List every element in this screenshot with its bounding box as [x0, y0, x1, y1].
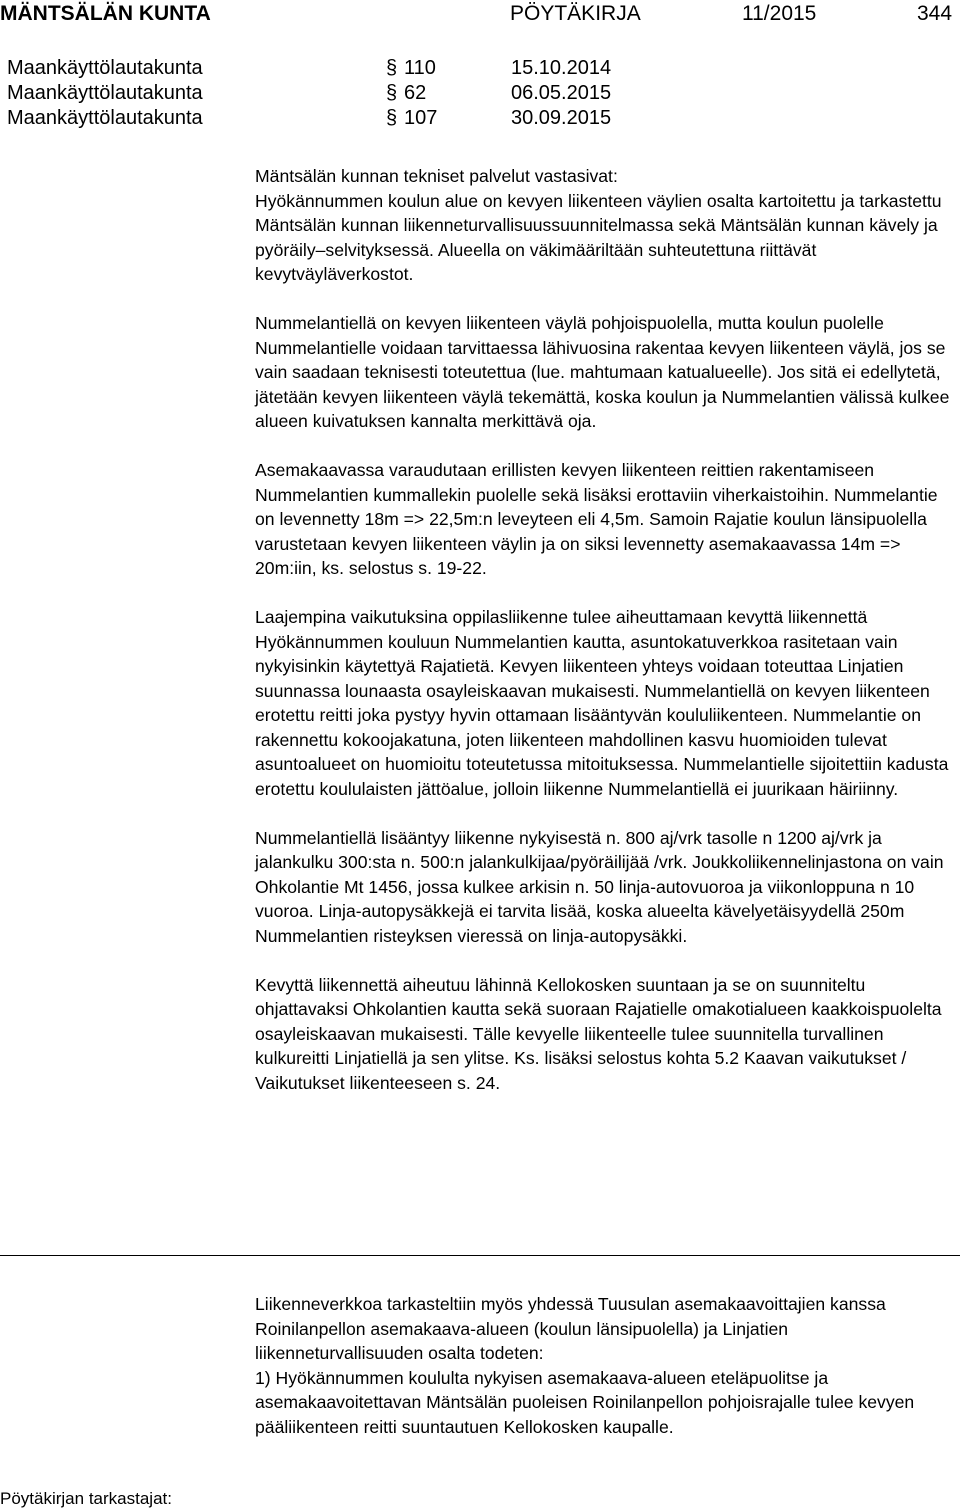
body-paragraph: Nummelantiellä lisääntyy liikenne nykyisestä n. 800 aj/vrk tasolle n 1200 aj/vrk ja jalankulku 300:sta n. 500:n jalankulkijaa/pyöräilijää /vrk. Joukkoliikennelinjastona on vain Ohkolantie Mt 1456, jossa kulkee arkisin n. 50 linja-autovuoroa ja viikonloppuna n 10 vuoroa. Linja-autopysäkkejä ei tarvita lisää, koska alueelta kävelyetäisyydellä 250m Nummelantien risteyksen vieressä on linja-autopysäkki.	[255, 827, 944, 946]
meeting-body: Maankäyttölautakunta	[7, 82, 203, 104]
meeting-row	[0, 56, 700, 81]
meeting-date: 06.05.2015	[511, 82, 612, 104]
body-paragraph: Liikenneverkkoa tarkasteltiin myös yhdessä Tuusulan asemakaavoittajien kanssa Roinilanpellon asemakaava-alueen (koulun länsipuolella) ja Linjatien liikenneturvallisuuden osalta todeten: 1) Hyökännummen koululta nykyisen asemakaava-alueen eteläpuolitse ja asemakaavoitettavan Mäntsälän puoleisen Roinilanpellon pohjoisrajalle tulee kevyen pääliikenteen reitti suuntautuen Kellokosken kaupalle.	[255, 1294, 915, 1437]
document-body-continued	[255, 1292, 955, 1439]
meeting-row	[0, 106, 700, 131]
organization-name: MÄNTSÄLÄN KUNTA	[0, 2, 211, 25]
document-number: 11/2015	[742, 2, 817, 25]
section-symbol: §	[386, 82, 398, 104]
meeting-date: 30.09.2015	[511, 107, 612, 129]
section-symbol: §	[386, 57, 398, 79]
inspectors-label: Pöytäkirjan tarkastajat:	[0, 1489, 172, 1508]
meeting-body: Maankäyttölautakunta	[7, 107, 203, 129]
meeting-section: 110	[404, 57, 436, 79]
body-paragraph: Nummelantiellä on kevyen liikenteen väylä pohjoispuolella, mutta koulun puolelle Nummelantielle voidaan tarvittaessa lähivuosina rakentaa kevyen liikenteen väylä, jos se vain saadaan teknisesti toteutettua (lue. mahtumaan katualueelle). Jos sitä ei edellytetä, jätetään kevyen liikenteen väylä tekemättä, koska koulun ja Nummelantien välissä kulkee alueen kuivatuksen kannalta merkittävä oja.	[255, 313, 950, 431]
section-symbol: §	[386, 107, 398, 129]
page-header	[0, 2, 960, 26]
meeting-body: Maankäyttölautakunta	[7, 57, 203, 79]
body-paragraph: Kevyttä liikennettä aiheutuu lähinnä Kellokosken suuntaan ja se on suunniteltu ohjattavaksi Ohkolantien kautta sekä suoraan Rajatielle omakotialueen kaakkoispuolelta osayleiskaavan mukaisesti. Tälle kevyelle liikenteelle tulee suunnitella turvallinen kulkureitti Linjatiellä ja sen ylitse. Ks. lisäksi selostus kohta 5.2 Kaavan vaikutukset / Vaikutukset liikenteeseen s. 24.	[255, 974, 942, 1093]
meeting-row	[0, 81, 700, 106]
meeting-section: 62	[404, 82, 427, 104]
body-paragraph: Mäntsälän kunnan tekniset palvelut vastasivat: Hyökännummen koulun alue on kevyen liikenteen väylien osalta kartoitettu ja tarkastettu Mäntsälän kunnan liikenneturvallisuussuunnitelmassa sekä Mäntsälän kunnan kävely ja pyöräily–selvityksessä. Alueella on väkimääriltään suhteutettuna riittävät kevytväyläverkostot.	[255, 166, 942, 284]
document-body	[255, 164, 955, 1120]
section-divider	[0, 1255, 960, 1256]
body-paragraph: Asemakaavassa varaudutaan erillisten kevyen liikenteen reittien rakentamiseen Nummelantien kummallekin puolelle sekä lisäksi erottaviin viherkaistoihin. Nummelantie on levennetty 18m => 22,5m:n leveyteen eli 4,5m. Samoin Rajatie koulun länsipuolella varustetaan kevyen liikenteen väylin ja on siksi levennetty asemakaavassa 14m => 20m:iin, ks. selostus s. 19-22.	[255, 460, 938, 578]
meeting-references	[0, 56, 700, 131]
page-number: 344	[917, 2, 953, 25]
meeting-date: 15.10.2014	[511, 57, 612, 79]
body-paragraph: Laajempina vaikutuksina oppilasliikenne tulee aiheuttamaan kevyttä liikennettä Hyökännummen kouluun Nummelantien kautta, asuntokatuverkkoa rasitetaan vain nykyisinkin käytettyä Rajatietä. Kevyen liikenteen yhteys voidaan toteuttaa Linjatien suunnassa lounaasta osayleiskaavan mukaisesti. Nummelantiellä on kevyen liikenteen erotettu reitti joka pystyy hyvin ottamaan lisääntyvän koululiikenteen. Nummelantie on rakennettu kokoojakatuna, joten liikenteen mahdollinen kasvu huomioiden tulevat asuntoalueet on huomioitu toteutetussa mitoituksessa. Nummelantielle sijoitettiin kadusta erotettu koululaisten jättöalue, jolloin liikenne Nummelantiellä ei juurikaan häiriinny.	[255, 607, 949, 799]
document-type: PÖYTÄKIRJA	[510, 2, 641, 25]
meeting-section: 107	[404, 107, 438, 129]
